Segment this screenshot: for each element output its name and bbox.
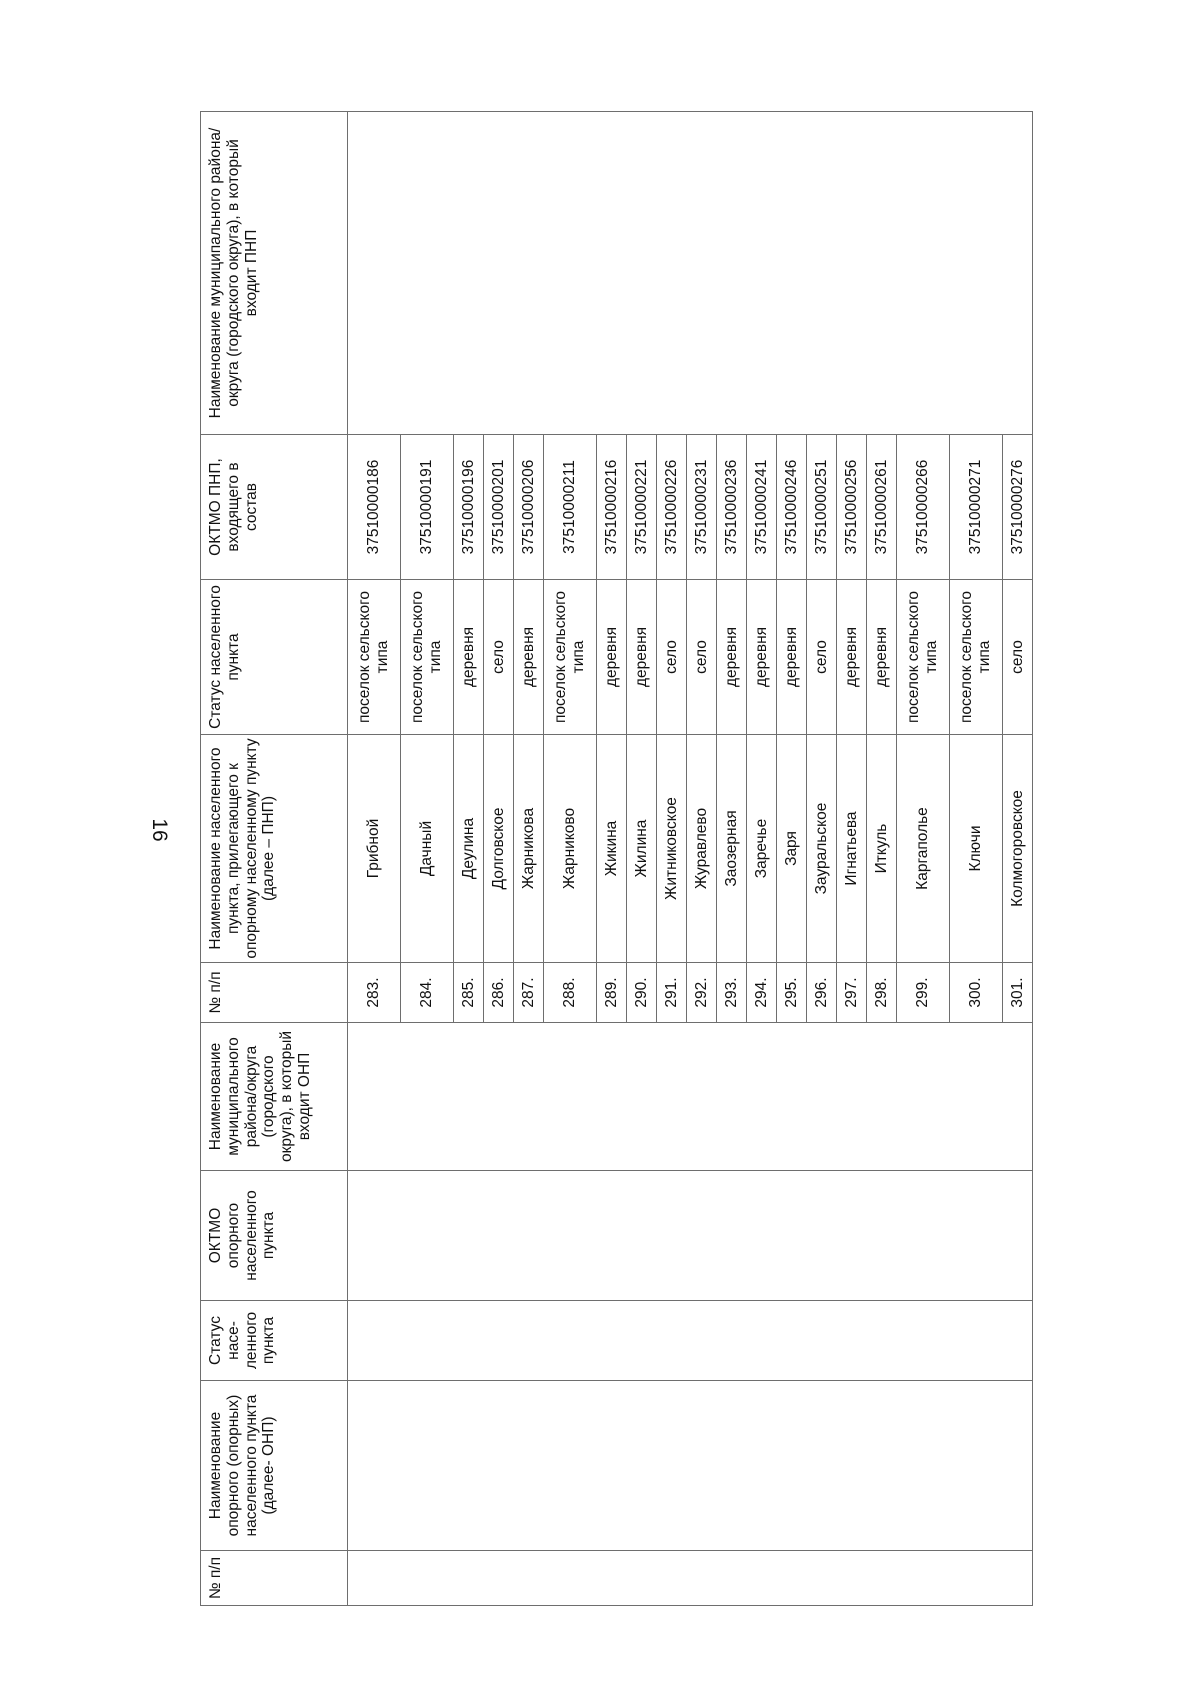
settlement-oktmo: 37510000266 [897,435,950,580]
empty-onp-cell [627,1301,657,1381]
empty-onp-cell [401,1023,454,1171]
table-row [777,112,807,1606]
empty-onp-cell [454,1301,484,1381]
empty-onp-cell [348,1551,401,1606]
settlement-name: Заря [777,735,807,963]
table-row [627,112,657,1606]
page-number: 16 [148,818,171,842]
settlement-status: деревня [867,580,897,735]
table-row [657,112,687,1606]
settlement-name: Журавлево [687,735,717,963]
table-row [717,112,747,1606]
empty-onp-cell [747,1171,777,1301]
table-row [514,112,544,1606]
empty-pnp-district-cell [867,112,897,435]
empty-onp-cell [687,1551,717,1606]
empty-pnp-district-cell [687,112,717,435]
settlement-name: Жарниково [544,735,597,963]
empty-pnp-district-cell [1003,112,1033,435]
header-onp-number: № п/п [201,1551,348,1606]
empty-onp-cell [544,1301,597,1381]
empty-onp-cell [867,1171,897,1301]
row-number: 285. [454,963,484,1023]
empty-onp-cell [747,1301,777,1381]
empty-onp-cell [867,1381,897,1551]
table-row [597,112,627,1606]
settlement-status: село [1003,580,1033,735]
settlement-oktmo: 37510000226 [657,435,687,580]
empty-onp-cell [897,1381,950,1551]
empty-onp-cell [544,1381,597,1551]
empty-onp-cell [867,1551,897,1606]
empty-pnp-district-cell [401,112,454,435]
settlement-oktmo: 37510000186 [348,435,401,580]
empty-onp-cell [837,1301,867,1381]
settlement-oktmo: 37510000251 [807,435,837,580]
row-number: 297. [837,963,867,1023]
empty-onp-cell [514,1551,544,1606]
empty-onp-cell [597,1171,627,1301]
settlement-status: село [484,580,514,735]
empty-onp-cell [837,1381,867,1551]
empty-onp-cell [1003,1551,1033,1606]
settlement-status: деревня [514,580,544,735]
empty-pnp-district-cell [897,112,950,435]
empty-onp-cell [950,1023,1003,1171]
settlement-oktmo: 37510000241 [747,435,777,580]
settlement-name: Иткуль [867,735,897,963]
empty-onp-cell [777,1023,807,1171]
settlement-status: село [807,580,837,735]
empty-onp-cell [687,1381,717,1551]
settlement-name: Житниковское [657,735,687,963]
settlement-name: Дачный [401,735,454,963]
row-number: 287. [514,963,544,1023]
empty-pnp-district-cell [657,112,687,435]
settlement-name: Ключи [950,735,1003,963]
empty-pnp-district-cell [747,112,777,435]
empty-pnp-district-cell [514,112,544,435]
settlement-status: деревня [747,580,777,735]
settlement-oktmo: 37510000231 [687,435,717,580]
empty-onp-cell [687,1023,717,1171]
empty-onp-cell [897,1551,950,1606]
settlement-oktmo: 37510000246 [777,435,807,580]
settlement-oktmo: 37510000211 [544,435,597,580]
empty-onp-cell [401,1171,454,1301]
row-number: 292. [687,963,717,1023]
empty-onp-cell [544,1171,597,1301]
settlement-name: Жарникова [514,735,544,963]
settlement-status: поселок сельского типа [950,580,1003,735]
settlement-oktmo: 37510000261 [867,435,897,580]
empty-onp-cell [597,1023,627,1171]
empty-onp-cell [597,1551,627,1606]
row-number: 293. [717,963,747,1023]
empty-pnp-district-cell [807,112,837,435]
header-pnp-status: Статус населенного пункта [201,580,348,735]
settlement-name: Зауральское [807,735,837,963]
table-row [950,112,1003,1606]
empty-onp-cell [807,1381,837,1551]
empty-onp-cell [484,1171,514,1301]
empty-onp-cell [484,1551,514,1606]
empty-onp-cell [454,1551,484,1606]
settlement-status: село [657,580,687,735]
header-onp-district: Наименование муниципального района/округа (городского округа), в который входит ОНП [201,1023,348,1171]
table-row [484,112,514,1606]
empty-pnp-district-cell [348,112,401,435]
table-row [1003,112,1033,1606]
empty-onp-cell [627,1023,657,1171]
row-number: 296. [807,963,837,1023]
empty-onp-cell [454,1381,484,1551]
empty-onp-cell [807,1171,837,1301]
settlement-status: деревня [627,580,657,735]
row-number: 288. [544,963,597,1023]
settlement-oktmo: 37510000196 [454,435,484,580]
empty-onp-cell [837,1023,867,1171]
empty-pnp-district-cell [484,112,514,435]
settlement-status: село [687,580,717,735]
empty-onp-cell [1003,1381,1033,1551]
empty-onp-cell [597,1301,627,1381]
row-number: 284. [401,963,454,1023]
table-row [401,112,454,1606]
settlement-status: деревня [454,580,484,735]
table-row [454,112,484,1606]
empty-onp-cell [348,1381,401,1551]
row-number: 290. [627,963,657,1023]
table-row [348,112,401,1606]
row-number: 289. [597,963,627,1023]
empty-onp-cell [1003,1171,1033,1301]
table-body [348,112,1033,1606]
table-row [867,112,897,1606]
settlement-name: Грибной [348,735,401,963]
settlement-oktmo: 37510000271 [950,435,1003,580]
empty-onp-cell [807,1301,837,1381]
header-onp-name: Наименование опорного (опорных) населенного пункта (далее- ОНП) [201,1381,348,1551]
header-onp-oktmo: ОКТМО опорного населенного пункта [201,1171,348,1301]
settlement-oktmo: 37510000276 [1003,435,1033,580]
empty-pnp-district-cell [837,112,867,435]
header-pnp-oktmo: ОКТМО ПНП, входящего в состав [201,435,348,580]
empty-onp-cell [657,1551,687,1606]
empty-onp-cell [777,1171,807,1301]
empty-onp-cell [717,1023,747,1171]
row-number: 291. [657,963,687,1023]
empty-onp-cell [717,1381,747,1551]
empty-pnp-district-cell [597,112,627,435]
empty-onp-cell [837,1171,867,1301]
empty-pnp-district-cell [627,112,657,435]
settlement-oktmo: 37510000221 [627,435,657,580]
empty-onp-cell [627,1171,657,1301]
empty-onp-cell [1003,1023,1033,1171]
table-row [837,112,867,1606]
empty-onp-cell [484,1301,514,1381]
rotated-table-container [200,112,1118,1606]
settlement-status: поселок сельского типа [897,580,950,735]
settlement-oktmo: 37510000216 [597,435,627,580]
empty-onp-cell [687,1171,717,1301]
empty-onp-cell [950,1551,1003,1606]
table-row [747,112,777,1606]
header-onp-status: Статус насе- ленного пункта [201,1301,348,1381]
row-number: 283. [348,963,401,1023]
empty-onp-cell [897,1301,950,1381]
header-pnp-district: Наименование муниципального района/округа (городского округа), в который входит ПНП [201,112,348,435]
settlement-name: Игнатьева [837,735,867,963]
empty-pnp-district-cell [717,112,747,435]
empty-onp-cell [777,1301,807,1381]
header-pnp-name: Наименование населенного пункта, прилегающего к опорному населенному пункту (далее – ПНП) [201,735,348,963]
empty-onp-cell [897,1171,950,1301]
empty-onp-cell [747,1023,777,1171]
empty-pnp-district-cell [950,112,1003,435]
empty-onp-cell [657,1023,687,1171]
empty-onp-cell [348,1301,401,1381]
settlement-name: Жикина [597,735,627,963]
table-row [897,112,950,1606]
empty-onp-cell [627,1551,657,1606]
empty-onp-cell [348,1171,401,1301]
settlement-status: поселок сельского типа [544,580,597,735]
empty-onp-cell [777,1381,807,1551]
table-row [807,112,837,1606]
row-number: 301. [1003,963,1033,1023]
empty-onp-cell [687,1301,717,1381]
empty-onp-cell [777,1551,807,1606]
empty-onp-cell [747,1551,777,1606]
settlement-status: деревня [597,580,627,735]
table-header-row [201,112,348,1606]
settlement-oktmo: 37510000191 [401,435,454,580]
empty-onp-cell [401,1381,454,1551]
row-number: 295. [777,963,807,1023]
empty-onp-cell [627,1381,657,1551]
row-number: 300. [950,963,1003,1023]
settlement-name: Долговское [484,735,514,963]
settlement-name: Деулина [454,735,484,963]
empty-onp-cell [514,1301,544,1381]
empty-pnp-district-cell [777,112,807,435]
settlement-name: Жилина [627,735,657,963]
empty-onp-cell [514,1023,544,1171]
empty-pnp-district-cell [544,112,597,435]
empty-onp-cell [514,1381,544,1551]
empty-onp-cell [597,1381,627,1551]
row-number: 298. [867,963,897,1023]
settlement-name: Каргаполье [897,735,950,963]
empty-onp-cell [514,1171,544,1301]
header-pnp-number: № п/п [201,963,348,1023]
settlement-oktmo: 37510000206 [514,435,544,580]
empty-pnp-district-cell [454,112,484,435]
empty-onp-cell [1003,1301,1033,1381]
empty-onp-cell [544,1023,597,1171]
settlement-status: деревня [837,580,867,735]
empty-onp-cell [657,1301,687,1381]
settlement-oktmo: 37510000236 [717,435,747,580]
empty-onp-cell [454,1023,484,1171]
empty-onp-cell [807,1551,837,1606]
empty-onp-cell [401,1301,454,1381]
empty-onp-cell [950,1171,1003,1301]
settlement-name: Заозерная [717,735,747,963]
empty-onp-cell [484,1023,514,1171]
empty-onp-cell [867,1023,897,1171]
empty-onp-cell [544,1551,597,1606]
table-row [687,112,717,1606]
row-number: 286. [484,963,514,1023]
settlement-status: деревня [777,580,807,735]
empty-onp-cell [717,1301,747,1381]
empty-onp-cell [950,1381,1003,1551]
settlement-oktmo: 37510000201 [484,435,514,580]
empty-onp-cell [837,1551,867,1606]
settlements-table [200,111,1033,1606]
settlement-oktmo: 37510000256 [837,435,867,580]
empty-onp-cell [484,1381,514,1551]
row-number: 299. [897,963,950,1023]
empty-onp-cell [717,1551,747,1606]
empty-onp-cell [348,1023,401,1171]
empty-onp-cell [657,1171,687,1301]
settlement-status: поселок сельского типа [348,580,401,735]
empty-onp-cell [747,1381,777,1551]
empty-onp-cell [867,1301,897,1381]
empty-onp-cell [897,1023,950,1171]
table-row [544,112,597,1606]
empty-onp-cell [950,1301,1003,1381]
settlement-name: Заречье [747,735,777,963]
settlement-name: Колмогоровское [1003,735,1033,963]
empty-onp-cell [657,1381,687,1551]
settlement-status: поселок сельского типа [401,580,454,735]
row-number: 294. [747,963,777,1023]
empty-onp-cell [401,1551,454,1606]
empty-onp-cell [717,1171,747,1301]
empty-onp-cell [454,1171,484,1301]
settlement-status: деревня [717,580,747,735]
empty-onp-cell [807,1023,837,1171]
